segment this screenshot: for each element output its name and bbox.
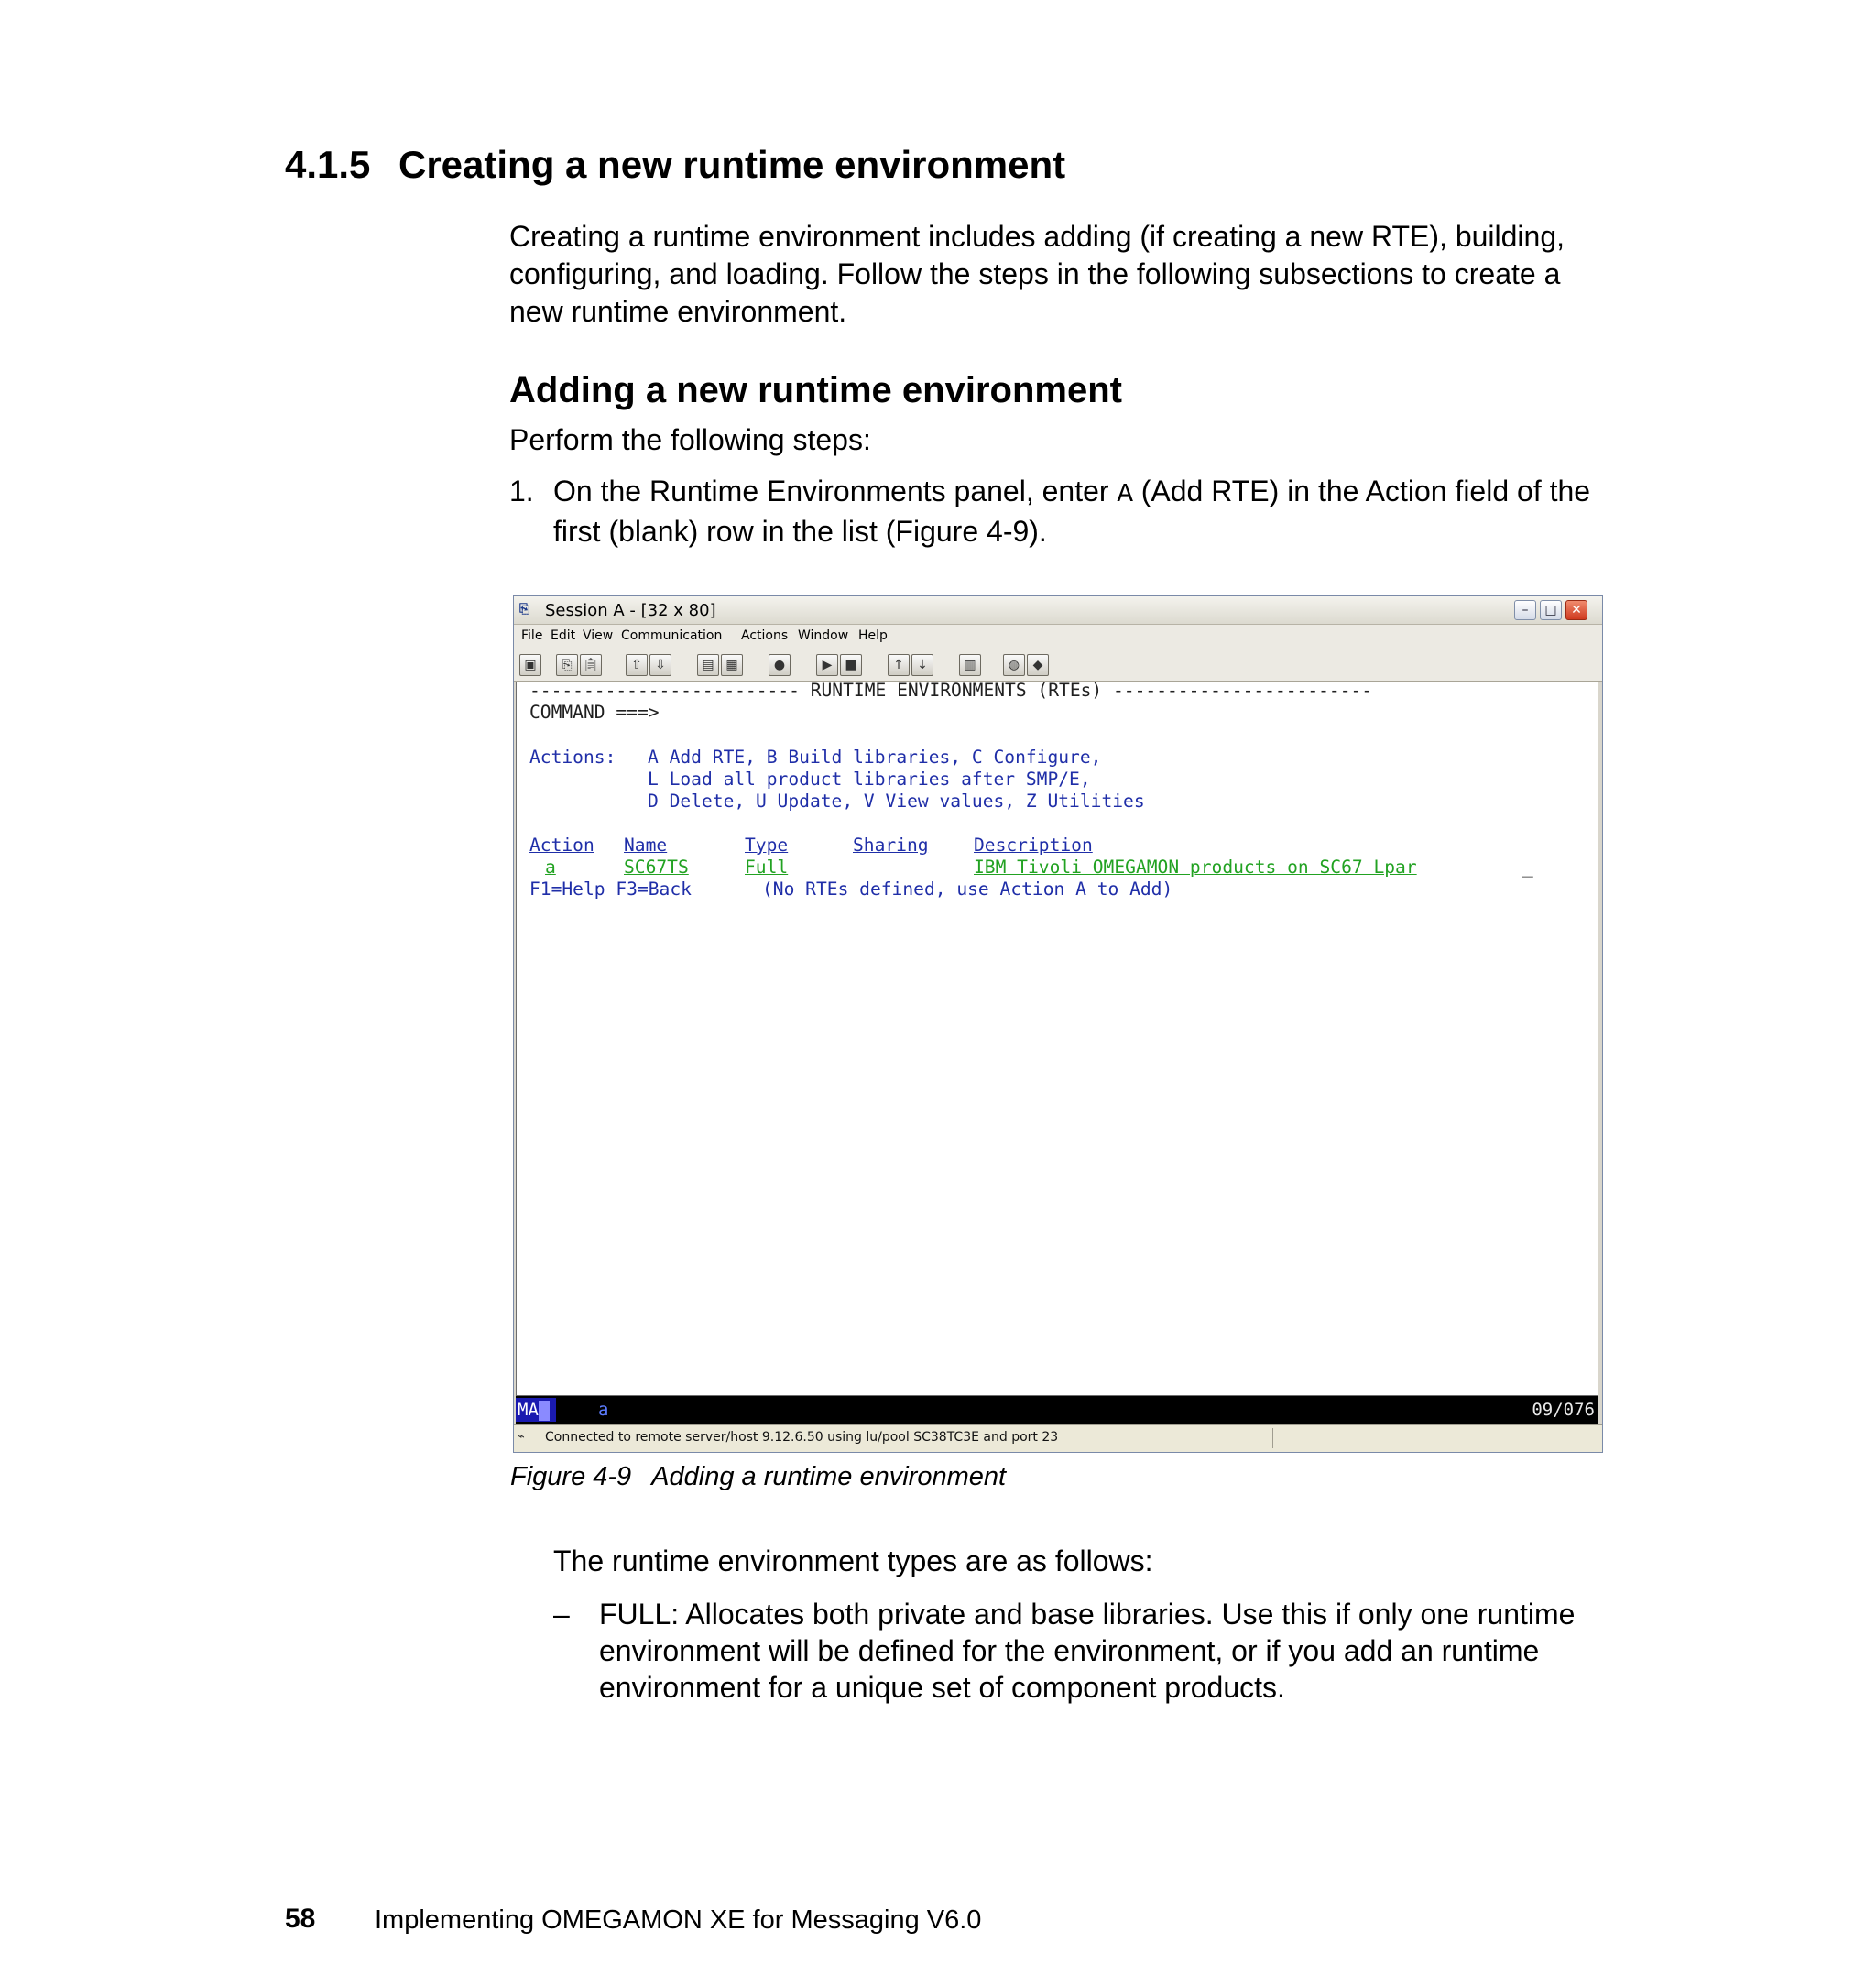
subsection-title: Adding a new runtime environment <box>509 370 1122 410</box>
tag-icon[interactable]: ◆ <box>1027 654 1049 676</box>
menu-bar <box>514 625 1602 649</box>
row-description-field[interactable]: IBM Tivoli OMEGAMON products on SC67 Lpar <box>974 857 1417 878</box>
toolbar <box>514 649 1602 682</box>
section-number: 4.1.5 <box>285 143 371 186</box>
col-description: Description <box>974 835 1093 856</box>
col-name: Name <box>624 835 668 856</box>
subsection-lead: Perform the following steps: <box>509 423 871 456</box>
menu-actions[interactable]: Actions <box>741 628 789 643</box>
col-type: Type <box>745 835 789 856</box>
footer-keys: F1=Help F3=Back <box>529 878 692 900</box>
section-title: Creating a new runtime environment <box>398 143 1066 186</box>
page-number: 58 <box>285 1904 316 1934</box>
oia-cursor-position: 09/076 <box>1532 1400 1595 1420</box>
actions-label: Actions: <box>529 747 616 768</box>
macro-stop-icon[interactable]: ■ <box>840 654 862 676</box>
menu-window[interactable]: Window <box>798 628 849 643</box>
keypad-icon[interactable]: ▦ <box>721 654 743 676</box>
step-text-after: (Add RTE) in the Action field of the first (blank) row in the list (Figure 4-9). <box>553 475 1591 548</box>
step-number: 1. <box>509 475 534 507</box>
row-action-field[interactable]: a <box>545 857 556 878</box>
section-heading <box>285 143 1065 187</box>
menu-help[interactable]: Help <box>858 628 888 643</box>
types-intro: The runtime environment types are as follows: <box>553 1544 1153 1577</box>
figure-title: Adding a runtime environment <box>651 1462 1007 1491</box>
connection-icon: ⌁ <box>518 1430 525 1444</box>
col-action: Action <box>529 835 594 856</box>
col-sharing: Sharing <box>853 835 929 856</box>
receive-icon[interactable]: ⇩ <box>649 654 671 676</box>
title-bar[interactable] <box>514 596 1602 625</box>
actions-line-3: D Delete, U Update, V View values, Z Utilities <box>648 791 1145 812</box>
paste-icon[interactable]: 📋︎ <box>580 654 602 676</box>
figure-caption <box>510 1462 1006 1492</box>
minimize-button[interactable]: – <box>1514 600 1536 620</box>
globe-icon[interactable]: ◍ <box>1003 654 1025 676</box>
menu-file[interactable]: File <box>521 628 543 643</box>
actions-line-2: L Load all product libraries after SMP/E, <box>648 769 1091 790</box>
status-bar <box>514 1424 1602 1452</box>
row-name-field[interactable]: SC67TS <box>624 857 689 878</box>
oia-cursor-block <box>539 1401 550 1421</box>
command-line[interactable]: COMMAND ===> <box>529 702 660 723</box>
display-icon[interactable]: ▤ <box>697 654 719 676</box>
book-title: Implementing OMEGAMON XE for Messaging V6.0 <box>375 1905 982 1935</box>
status-text: Connected to remote server/host 9.12.6.50 using lu/pool SC38TC3E and port 23 <box>545 1430 1059 1445</box>
menu-view[interactable]: View <box>583 628 614 643</box>
copy-icon[interactable]: ⎘ <box>556 654 578 676</box>
emulator-window <box>513 595 1603 1453</box>
window-title: Session A - [32 x 80] <box>545 601 716 620</box>
figure-label: Figure 4-9 <box>510 1462 632 1491</box>
macro-play-icon[interactable]: ▶ <box>816 654 838 676</box>
maximize-button[interactable]: □ <box>1540 600 1562 620</box>
step-code: A <box>1117 479 1133 509</box>
row-type-field[interactable]: Full <box>745 857 789 878</box>
send-icon[interactable]: ⇧ <box>626 654 648 676</box>
step-text <box>553 473 1618 551</box>
clipboard-icon[interactable]: ▥ <box>959 654 981 676</box>
bullet-dash: – <box>553 1598 570 1631</box>
bullet-full <box>553 1596 1634 1706</box>
status-divider <box>1272 1428 1273 1448</box>
menu-communication[interactable]: Communication <box>621 628 723 643</box>
file-send-icon[interactable]: ↑ <box>888 654 910 676</box>
text-cursor: _ <box>1522 857 1533 878</box>
close-button[interactable]: ✕ <box>1565 600 1587 620</box>
print-screen-icon[interactable]: ▣ <box>519 654 541 676</box>
oia-mode-text: MA <box>518 1400 539 1420</box>
operator-info-area <box>516 1396 1598 1424</box>
record-icon[interactable]: ● <box>769 654 791 676</box>
oia-input: a <box>598 1400 609 1420</box>
menu-edit[interactable]: Edit <box>551 628 576 643</box>
file-receive-icon[interactable]: ↓ <box>911 654 933 676</box>
step-1 <box>509 473 1618 551</box>
oia-mode <box>516 1398 556 1422</box>
intro-paragraph: Creating a runtime environment includes adding (if creating a new RTE), building, configuring, and loading. Follow the steps in the following subsections to create a new runtime environment. <box>509 220 1565 328</box>
step-text-before: On the Runtime Environments panel, enter <box>553 475 1118 507</box>
bullet-text: FULL: Allocates both private and base libraries. Use this if only one runtime environment will be defined for the environment, or if you add an runtime environment for a unique set of component products. <box>599 1598 1576 1704</box>
session-icon: ⎘ <box>519 602 530 617</box>
terminal-screen[interactable] <box>516 682 1598 1396</box>
footer-message: (No RTEs defined, use Action A to Add) <box>762 878 1173 900</box>
panel-header: ------------------------- RUNTIME ENVIRONMENTS (RTEs) ------------------------ <box>529 680 1373 701</box>
actions-line-1: A Add RTE, B Build libraries, C Configure, <box>648 747 1102 768</box>
